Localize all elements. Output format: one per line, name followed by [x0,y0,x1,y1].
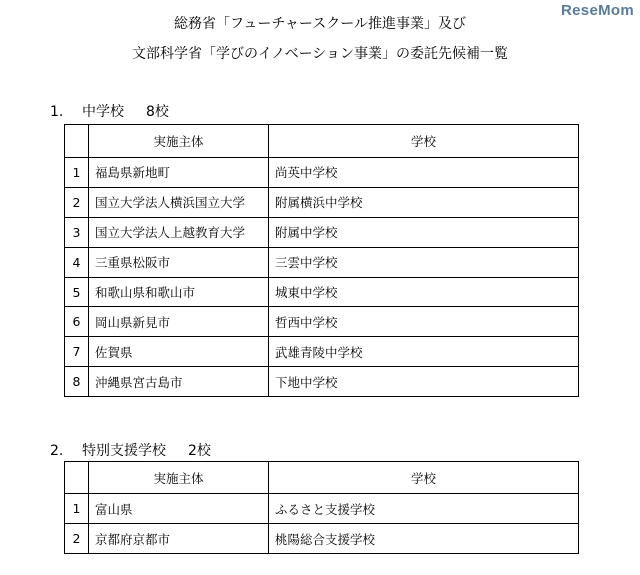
row-school: 桃陽総合支援学校 [269,524,579,554]
row-number: 7 [65,337,89,367]
row-school: 附属中学校 [269,217,579,247]
table-row [65,494,579,524]
row-number: 2 [65,187,89,217]
row-number: 1 [65,158,89,188]
row-number: 2 [65,524,89,554]
header-entity: 実施主体 [89,462,269,494]
title-line-2: 文部科学省「学びのイノベーション事業」の委託先候補一覧 [131,46,509,62]
table-header-row [65,462,579,494]
row-entity: 福島県新地町 [89,158,269,188]
section-heading-junior-high [50,102,169,122]
section-name: 中学校 [82,104,124,120]
row-entity: 国立大学法人横浜国立大学 [89,187,269,217]
header-school: 学校 [269,462,579,494]
section-count: 8校 [146,104,169,120]
header-entity: 実施主体 [89,125,269,158]
table-row [65,247,579,277]
resemom-logo: ReseMom [561,2,634,19]
row-entity: 京都府京都市 [89,524,269,554]
row-number: 4 [65,247,89,277]
row-number: 6 [65,307,89,337]
row-school: 尚英中学校 [269,158,579,188]
row-number: 5 [65,277,89,307]
row-entity: 沖縄県宮古島市 [89,367,269,397]
row-school: 三雲中学校 [269,247,579,277]
table-row [65,158,579,188]
header-school: 学校 [269,125,579,158]
header-number-cell [65,462,89,494]
table-header-row [65,125,579,158]
table-row [65,277,579,307]
section-number: 1. [50,104,64,120]
header-number-cell [65,125,89,158]
section-count: 2校 [188,443,211,459]
section-heading-special-support [50,441,211,461]
row-entity: 三重県松阪市 [89,247,269,277]
section-name: 特別支援学校 [82,443,166,459]
row-entity: 佐賀県 [89,337,269,367]
row-school: ふるさと支援学校 [269,494,579,524]
row-school: 城東中学校 [269,277,579,307]
row-school: 附属横浜中学校 [269,187,579,217]
special-support-table [64,461,579,554]
junior-high-table [64,124,579,397]
section-number: 2. [50,443,64,459]
row-entity: 和歌山県和歌山市 [89,277,269,307]
row-number: 1 [65,494,89,524]
table-row [65,187,579,217]
table-row [65,524,579,554]
table-row [65,217,579,247]
row-entity: 富山県 [89,494,269,524]
title-line-1: 総務省「フューチャースクール推進事業」及び [174,16,466,32]
row-entity: 国立大学法人上越教育大学 [89,217,269,247]
row-number: 3 [65,217,89,247]
table-row [65,367,579,397]
row-school: 下地中学校 [269,367,579,397]
row-entity: 岡山県新見市 [89,307,269,337]
table-row [65,307,579,337]
row-school: 哲西中学校 [269,307,579,337]
row-number: 8 [65,367,89,397]
row-school: 武雄青陵中学校 [269,337,579,367]
table-row [65,337,579,367]
